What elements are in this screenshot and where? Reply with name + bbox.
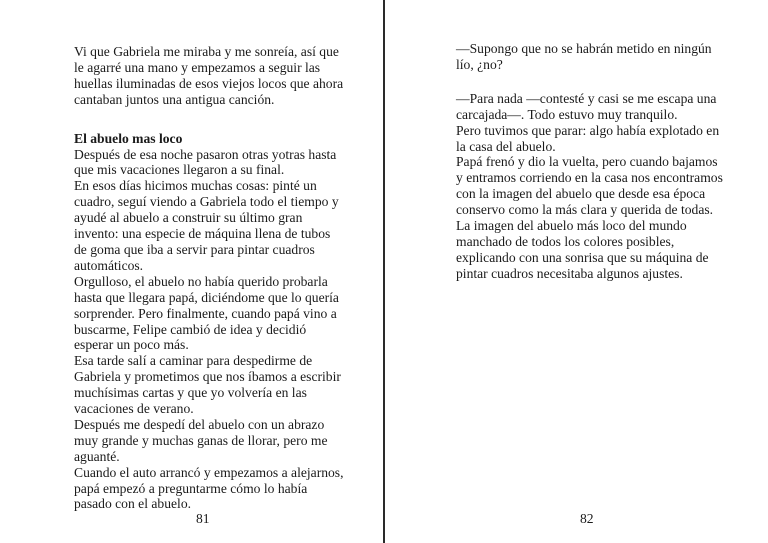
paragraph-gap [456, 73, 726, 91]
right-page [386, 0, 768, 543]
paragraph: Esa tarde salí a caminar para despedirme de Gabriela y prometimos que nos íbamos a escribir muchísimas cartas y que yo volvería en las vacaciones de verano. [74, 353, 341, 417]
paragraph: Después de esa noche pasaron otras yotras hasta que mis vacaciones llegaron a su final. [74, 146, 337, 178]
paragraph: —Para nada —contesté y casi se me escapa una carcajada—. Todo estuvo muy tranquilo. [456, 90, 717, 122]
paragraph: En esos días hicimos muchas cosas: pinté un cuadro, seguí viendo a Gabriela todo el tiempo y ayudé al abuelo a construir su último gran invento: una especie de máquina llena de tubos de goma que iba a servir para pintar cuadros automáticos. [74, 178, 339, 273]
book-gutter [383, 0, 385, 543]
paragraph: Cuando el auto arrancó y empezamos a alejarnos, papá empezó a preguntarme cómo lo había pasado con el abuelo. [74, 464, 344, 512]
right-page-text [456, 41, 726, 282]
paragraph: Papá frenó y dio la vuelta, pero cuando bajamos y entramos corriendo en la casa nos encontramos con la imagen del abuelo que desde esa época conservo como la más clara y querida de todas. [456, 154, 723, 218]
chapter-heading: El abuelo mas loco [74, 130, 183, 146]
paragraph: Vi que Gabriela me miraba y me sonreía, así que le agarré una mano y empezamos a seguir las huellas iluminadas de esos viejos locos que ahora cantaban juntos una antigua canción. [74, 44, 344, 107]
paragraph: Después me despedí del abuelo con un abrazo muy grande y muchas ganas de llorar, pero me aguanté. [74, 416, 328, 464]
paragraph: —Supongo que no se habrán metido en ningún lío, ¿no? [456, 41, 712, 72]
paragraph: Orgulloso, el abuelo no había querido probarla hasta que llegara papá, diciéndome que lo quería sorprender. Pero finalmente, cuando papá vino a buscarme, Felipe cambió de idea y decidió esperar un poco más. [74, 273, 339, 353]
paragraph-gap [74, 108, 344, 131]
page-number-right: 82 [580, 511, 594, 526]
left-page-text [74, 44, 344, 512]
page-number-left: 81 [196, 511, 210, 526]
left-page [0, 0, 383, 543]
paragraph: La imagen del abuelo más loco del mundo manchado de todos los colores posibles, explicando con una sonrisa que su máquina de pintar cuadros necesitaba algunos ajustes. [456, 218, 709, 281]
paragraph: Pero tuvimos que parar: algo había explotado en la casa del abuelo. [456, 122, 720, 154]
